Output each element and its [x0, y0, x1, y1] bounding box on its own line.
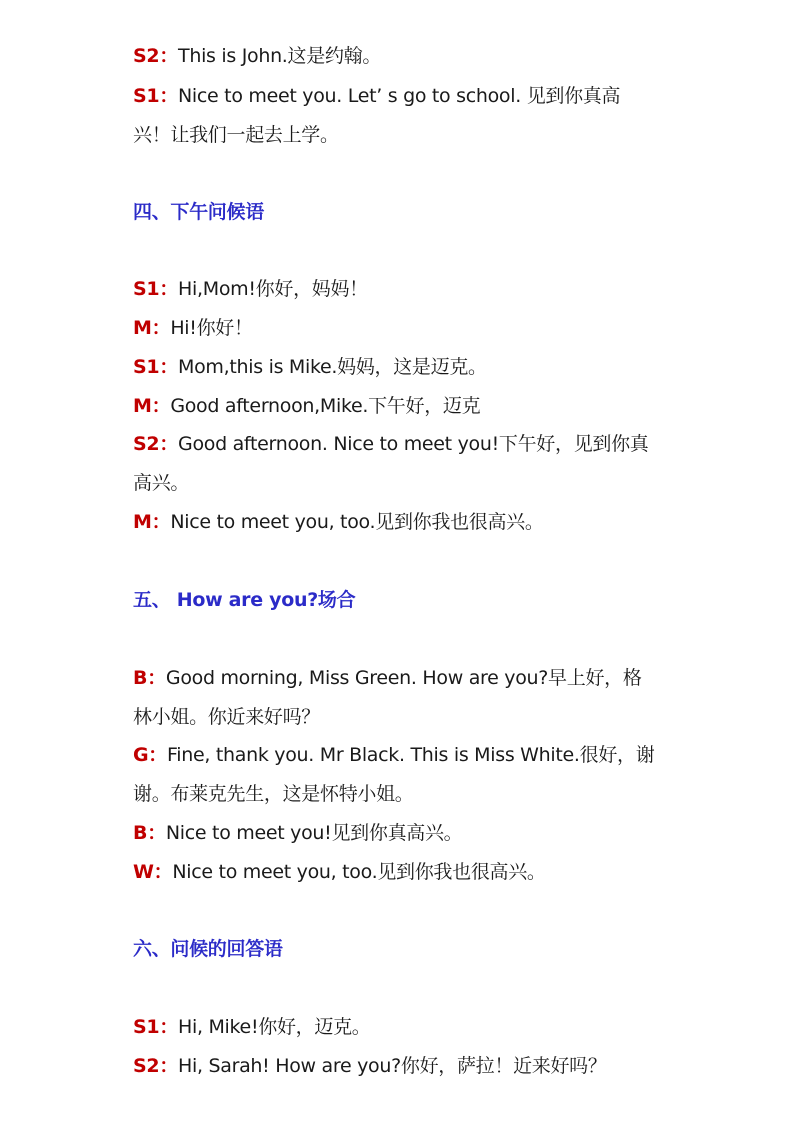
dialogue-line — [133, 1015, 673, 1039]
speaker-label: S1 — [133, 356, 160, 378]
speaker-colon: ： — [147, 822, 166, 844]
dialogue-line — [133, 432, 673, 456]
dialogue-text: Nice to meet you, too.见到你我也很高兴。 — [170, 511, 544, 533]
section-heading: 五、 How are you?场合 — [133, 589, 356, 611]
speaker-label: B — [133, 822, 148, 844]
speaker-colon: ： — [148, 744, 167, 766]
speaker-label: S1 — [133, 278, 160, 300]
dialogue-text: This is John.这是约翰。 — [178, 45, 382, 67]
dialogue-text: Hi, Sarah! How are you?你好，萨拉！近来好吗？ — [178, 1055, 607, 1077]
speaker-label: B — [133, 667, 148, 689]
dialogue-text: Nice to meet you!见到你真高兴。 — [165, 822, 463, 844]
section-heading: 六、问候的回答语 — [133, 938, 283, 960]
speaker-label: M — [133, 395, 152, 417]
speaker-colon: ： — [151, 317, 171, 339]
speaker-label: W — [133, 861, 154, 883]
speaker-colon: ： — [159, 278, 179, 300]
speaker-label: S1 — [133, 85, 160, 107]
dialogue-text: Mom,this is Mike.妈妈，这是迈克。 — [178, 356, 487, 378]
dialogue-text: Good morning, Miss Green. How are you?早上好，格 — [165, 667, 642, 689]
dialogue-text: Nice to meet you, too.见到你我也很高兴。 — [172, 861, 546, 883]
dialogue-line — [133, 1054, 673, 1078]
dialogue-text: Fine, thank you. Mr Black. This is Miss White.很好，谢 — [167, 744, 655, 766]
dialogue-continuation: 高兴。 — [133, 472, 190, 494]
dialogue-line — [133, 44, 673, 68]
dialogue-text: Nice to meet you. Let’ s go to school. 见到你真高 — [178, 85, 621, 107]
dialogue-line — [133, 84, 673, 108]
dialogue-text: Hi,Mom!你好，妈妈！ — [178, 278, 368, 300]
speaker-label: M — [133, 511, 152, 533]
speaker-label: S1 — [133, 1016, 160, 1038]
speaker-colon: ： — [153, 861, 173, 883]
speaker-colon: ： — [151, 511, 171, 533]
speaker-label: S2 — [133, 1055, 160, 1077]
speaker-colon: ： — [147, 667, 166, 689]
dialogue-text: Hi, Mike!你好，迈克。 — [178, 1016, 371, 1038]
dialogue-line — [133, 743, 673, 767]
dialogue-line — [133, 666, 673, 690]
dialogue-continuation: 林小姐。你近来好吗？ — [133, 706, 321, 728]
dialogue-continuation: 谢。布莱克先生，这是怀特小姐。 — [133, 783, 414, 805]
speaker-label: G — [133, 744, 149, 766]
dialogue-line — [133, 510, 673, 534]
speaker-colon: ： — [159, 1055, 179, 1077]
dialogue-line — [133, 860, 673, 884]
speaker-colon: ： — [159, 356, 179, 378]
dialogue-line — [133, 277, 673, 301]
section-heading: 四、下午问候语 — [133, 201, 264, 223]
dialogue-line — [133, 394, 673, 418]
speaker-label: S2 — [133, 433, 160, 455]
dialogue-line — [133, 316, 673, 340]
dialogue-text: Hi!你好！ — [170, 317, 253, 339]
speaker-label: M — [133, 317, 152, 339]
speaker-colon: ： — [159, 433, 179, 455]
speaker-colon: ： — [151, 395, 171, 417]
dialogue-text: Good afternoon. Nice to meet you!下午好，见到你真 — [178, 433, 649, 455]
dialogue-continuation: 兴！让我们一起去上学。 — [133, 124, 339, 146]
speaker-colon: ： — [159, 1016, 179, 1038]
speaker-colon: ： — [159, 45, 179, 67]
dialogue-text: Good afternoon,Mike.下午好，迈克 — [170, 395, 481, 417]
speaker-colon: ： — [159, 85, 179, 107]
dialogue-line — [133, 821, 673, 845]
dialogue-line — [133, 355, 673, 379]
speaker-label: S2 — [133, 45, 160, 67]
